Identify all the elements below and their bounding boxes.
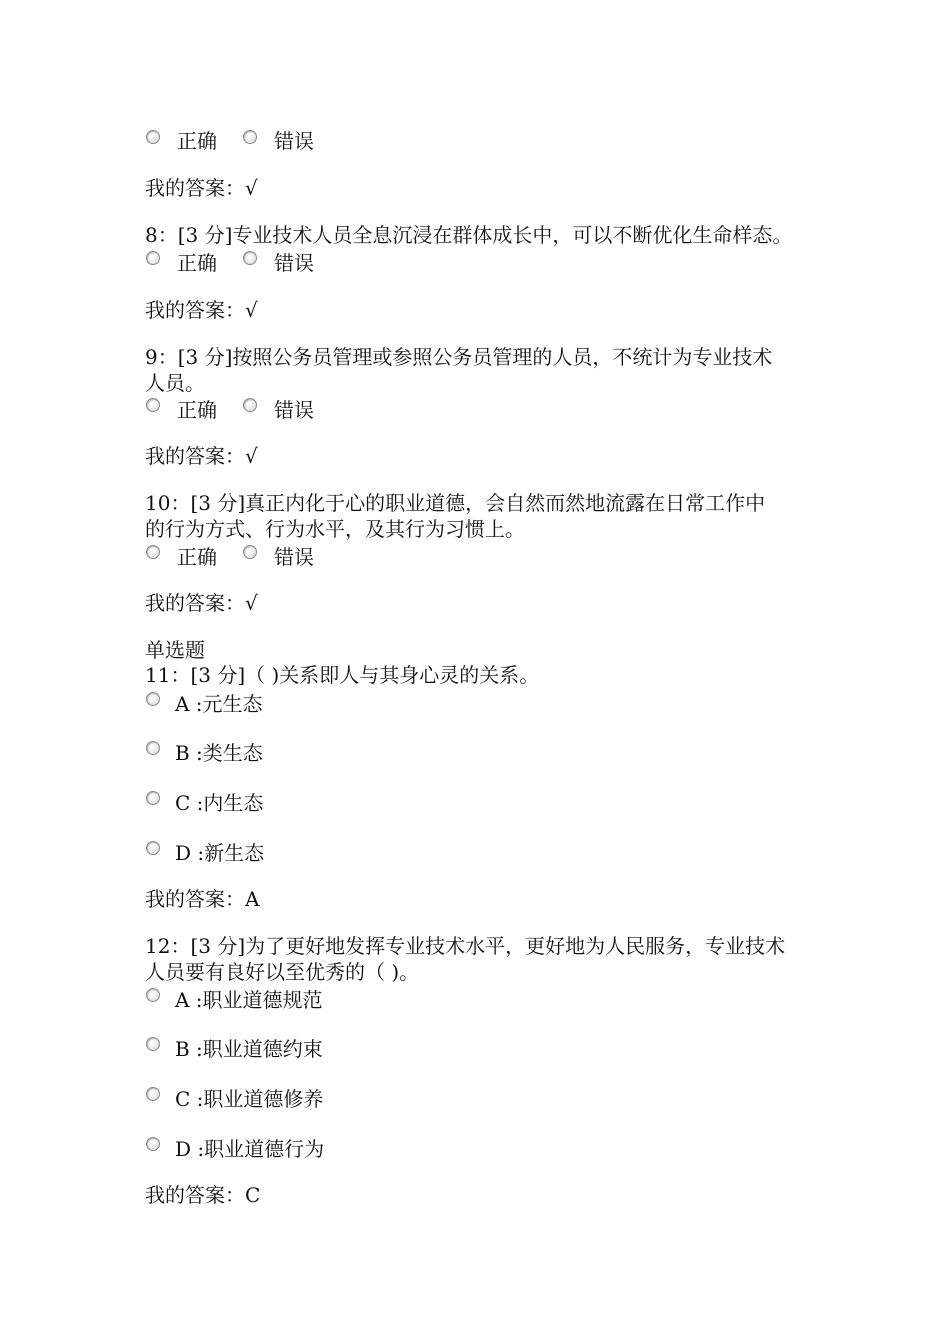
q12-radio-b[interactable] [146, 1037, 160, 1051]
q12-my-answer [145, 1182, 260, 1208]
q10-radio-wrong[interactable] [243, 545, 257, 559]
q11-radio-c[interactable] [146, 791, 160, 805]
q9-radio-wrong[interactable] [243, 398, 257, 412]
q9-option-wrong: 错误 [274, 398, 314, 422]
q10-my-answer [145, 590, 258, 616]
answer-value: A [245, 887, 260, 911]
q9-option-correct: 正确 [177, 398, 217, 422]
answer-label: 我的答案： [145, 444, 245, 468]
section-heading-single-choice: 单选题 [145, 638, 205, 662]
q8-option-correct: 正确 [177, 251, 217, 275]
q11-option-a: A :元生态 [175, 692, 263, 716]
q8-radio-wrong[interactable] [243, 251, 257, 265]
q12-radio-d[interactable] [146, 1137, 160, 1151]
q11-radio-b[interactable] [146, 741, 160, 755]
q10-option-correct: 正确 [177, 545, 217, 569]
q8-radio-correct[interactable] [146, 251, 160, 265]
q7-radio-wrong[interactable] [243, 130, 257, 144]
q9-my-answer [145, 443, 258, 469]
answer-label: 我的答案： [145, 887, 245, 911]
q10-stem-line2: 的行为方式、行为水平，及其行为习惯上。 [145, 517, 525, 541]
q11-option-d: D :新生态 [175, 841, 265, 865]
q11-my-answer [145, 886, 259, 912]
q9-radio-correct[interactable] [146, 398, 160, 412]
q12-option-b: B :职业道德约束 [175, 1037, 323, 1061]
answer-label: 我的答案： [145, 1183, 245, 1207]
q10-radio-correct[interactable] [146, 545, 160, 559]
q7-radio-correct[interactable] [146, 130, 160, 144]
q10-option-wrong: 错误 [274, 545, 314, 569]
q9-stem-line1: 9：[3 分]按照公务员管理或参照公务员管理的人员，不统计为专业技术 [145, 345, 773, 369]
q8-option-wrong: 错误 [274, 251, 314, 275]
q11-stem: 11：[3 分]（ )关系即人与其身心灵的关系。 [145, 663, 540, 687]
answer-value: √ [245, 298, 258, 322]
answer-label: 我的答案： [145, 298, 245, 322]
answer-value: √ [245, 444, 258, 468]
q7-my-answer [145, 175, 258, 201]
answer-value: √ [245, 176, 258, 200]
answer-value: √ [245, 591, 258, 615]
q9-stem-line2: 人员。 [145, 371, 205, 395]
q12-option-c: C :职业道德修养 [175, 1087, 324, 1111]
q11-radio-d[interactable] [146, 841, 160, 855]
q8-my-answer [145, 297, 258, 323]
q7-option-wrong: 错误 [274, 129, 314, 153]
answer-label: 我的答案： [145, 591, 245, 615]
q12-stem-line2: 人员要有良好以至优秀的（ )。 [145, 960, 420, 984]
q7-option-correct: 正确 [177, 129, 217, 153]
q11-option-b: B :类生态 [175, 741, 263, 765]
q12-radio-c[interactable] [146, 1087, 160, 1101]
q12-option-a: A :职业道德规范 [175, 988, 323, 1012]
q8-stem: 8：[3 分]专业技术人员全息沉浸在群体成长中，可以不断优化生命样态。 [145, 223, 793, 247]
q12-stem-line1: 12：[3 分]为了更好地发挥专业技术水平，更好地为人民服务，专业技术 [145, 934, 786, 958]
q11-option-c: C :内生态 [175, 791, 264, 815]
answer-label: 我的答案： [145, 176, 245, 200]
q10-stem-line1: 10：[3 分]真正内化于心的职业道德，会自然而然地流露在日常工作中 [145, 491, 766, 515]
q12-option-d: D :职业道德行为 [175, 1137, 325, 1161]
q11-radio-a[interactable] [146, 692, 160, 706]
answer-value: C [245, 1183, 261, 1207]
q12-radio-a[interactable] [146, 988, 160, 1002]
